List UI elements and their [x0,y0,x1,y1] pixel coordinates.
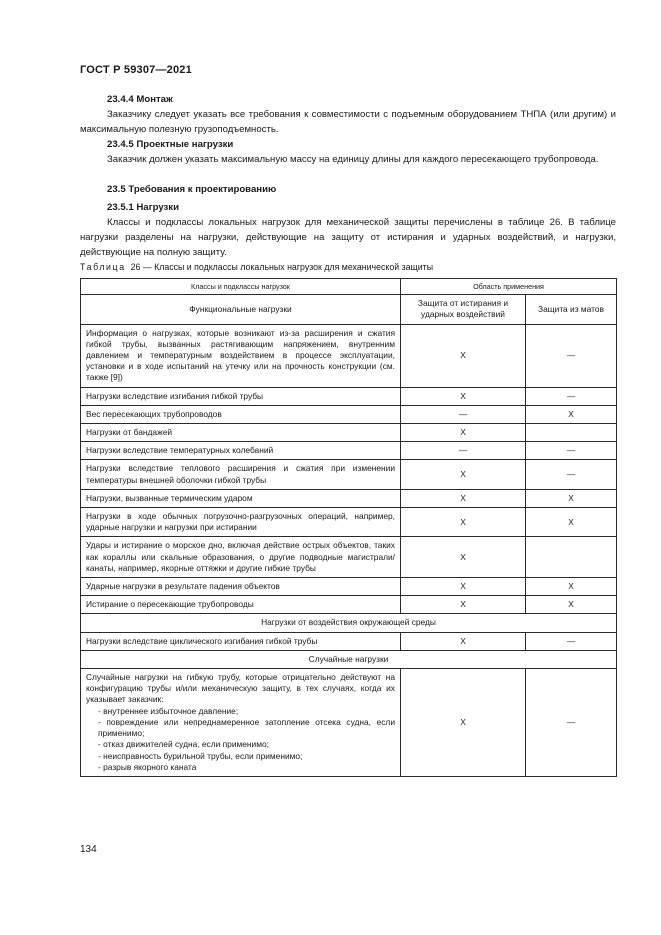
page-number: 134 [80,844,97,855]
table-row [81,578,617,596]
list-item: - повреждение или непреднамеренное затопление отсека судна, если применимо; [98,716,395,739]
row-label: Нагрузки, вызванные термическим ударом [81,489,401,507]
table-row [81,489,617,507]
abrasion-value: — [401,405,526,423]
loads-table [80,278,617,777]
table-header-row [81,279,617,295]
mats-value: X [526,578,617,596]
abrasion-value: X [401,324,526,387]
table-caption-text: 26 — Классы и подклассы локальных нагрузок для механической защиты [130,262,434,272]
table-row [81,460,617,489]
section-paragraph: Заказчик должен указать максимальную массу на единицу длины для каждого пересекающего трубопровода. [107,154,599,165]
header-abrasion: Защита от истирания и ударных воздействий [401,295,526,324]
table-row [81,669,617,777]
row-label: Ударные нагрузки в результате падения объектов [81,578,401,596]
row-label: Удары и истирание о морское дно, включая действие острых объектов, таких как кораллы или скальные образования, о другие подводные магистрали/канаты, например, якорные оттяжки и другие гибкие трубы [81,537,401,578]
abrasion-value: X [401,669,526,777]
table-row [81,405,617,423]
abrasion-value: X [401,578,526,596]
abrasion-value: — [401,442,526,460]
list-item: - неисправность бурильной трубы, если применимо; [98,750,303,761]
header-mats: Защита из матов [526,295,617,324]
table-row [81,387,617,405]
section-title: 23.4.4 Монтаж [107,94,173,105]
row-intro: Случайные нагрузки на гибкую трубу, которые отрицательно действуют на конфигурацию трубы и/или механическую защиту, в тех случаях, когда их указывает заказчик: [86,672,395,705]
standard-header: ГОСТ Р 59307—2021 [80,64,192,76]
abrasion-value: X [401,387,526,405]
table-row [81,442,617,460]
table-row [81,508,617,537]
mats-value: X [526,508,617,537]
section-23-5 [80,182,616,197]
header-area: Область применения [401,279,617,295]
table-caption [80,262,433,272]
mats-value: X [526,489,617,507]
section-23-4-4 [80,92,616,167]
list-item: - отказ движителей судна, если применимо; [98,739,269,750]
row-label [81,669,401,777]
abrasion-value: X [401,508,526,537]
mats-value: — [526,460,617,489]
row-label: Нагрузки вследствие циклического изгибания гибкой трубы [81,632,401,650]
list-item: - разрыв якорного каната [98,761,197,772]
mats-value: — [526,632,617,650]
header-functional: Функциональные нагрузки [81,295,401,324]
table-row [81,596,617,614]
group-header: Нагрузки от воздействия окружающей среды [81,614,617,632]
table-group-row [81,650,617,668]
mats-value: — [526,669,617,777]
mats-value [526,537,617,578]
section-title: 23.5.1 Нагрузки [107,202,180,213]
abrasion-value: X [401,424,526,442]
row-label: Нагрузки вследствие температурных колебаний [81,442,401,460]
abrasion-value: X [401,489,526,507]
mats-value: — [526,324,617,387]
row-label: Вес пересекающих трубопроводов [81,405,401,423]
mats-value: X [526,405,617,423]
row-label: Нагрузки в ходе обычных погрузочно-разгрузочных операций, например, ударные нагрузки и нагрузки при истирании [81,508,401,537]
abrasion-value: X [401,632,526,650]
abrasion-value: X [401,537,526,578]
table-subheader-row [81,295,617,324]
abrasion-value: X [401,596,526,614]
header-classes: Классы и подклассы нагрузок [81,279,401,295]
section-title: 23.4.5 Проектные нагрузки [107,139,234,150]
mats-value: — [526,387,617,405]
mats-value: X [526,596,617,614]
table-row [81,537,617,578]
table-row [81,324,617,387]
table-group-row [81,614,617,632]
table-row [81,424,617,442]
table-row [81,632,617,650]
mats-value: — [526,442,617,460]
abrasion-value: X [401,460,526,489]
group-header: Случайные нагрузки [81,650,617,668]
row-label: Нагрузки вследствие теплового расширения и сжатия при изменении температуры внешней оболочки гибкой трубы [81,460,401,489]
row-label: Нагрузки вследствие изгибания гибкой трубы [81,387,401,405]
row-label: Информация о нагрузках, которые возникают из-за расширения и сжатия гибкой трубы, вызванных растягивающим напряжением, внутренним давлением и температурным воздействием в процессе эксплуатации, установки и в ходе испытаний на утечку или на прочность конструкции (см. также [9]) [81,324,401,387]
section-23-5-1 [80,200,616,260]
row-label: Нагрузки от бандажей [81,424,401,442]
mats-value [526,424,617,442]
section-paragraph: Заказчику следует указать все требования к совместимости с подъемным оборудованием ТНПА (или другим) и максимальную полезную грузоподъемность. [80,109,616,135]
section-title: 23.5 Требования к проектированию [107,184,277,195]
list-item: - внутреннее избыточное давление; [98,705,239,716]
table-caption-word: Таблица [80,262,126,272]
row-label: Истирание о пересекающие трубопроводы [81,596,401,614]
section-paragraph: Классы и подклассы локальных нагрузок для механической защиты перечислены в таблице 26. В таблице нагрузки разделены на нагрузки, действующие на защиту от истирания и ударных воздействий, и нагрузки, действующие на полную защиту. [80,217,616,258]
